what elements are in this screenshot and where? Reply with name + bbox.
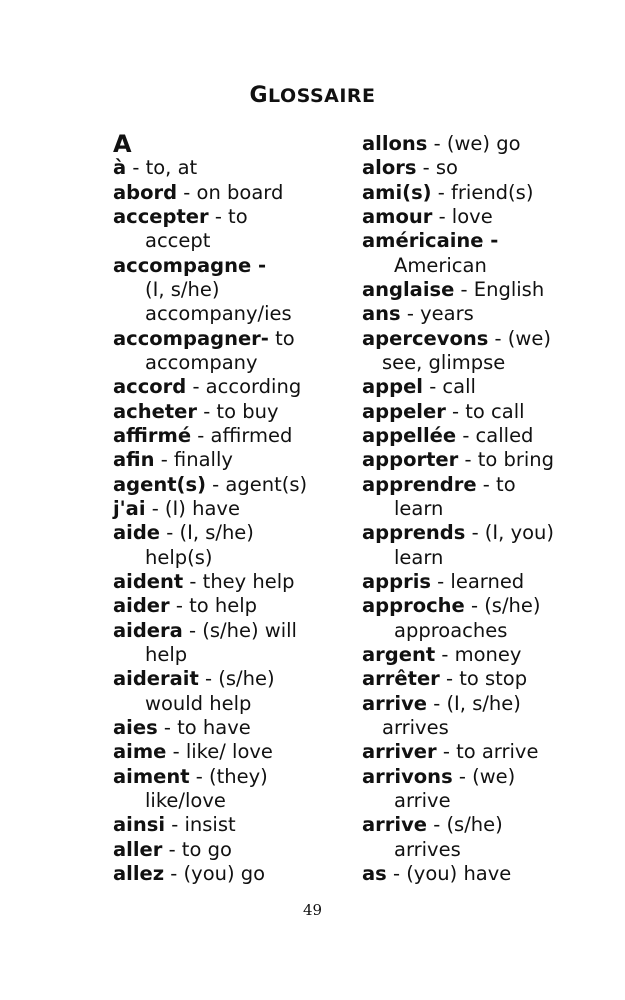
- definition: - so: [416, 156, 458, 180]
- glossary-entry: [113, 375, 301, 399]
- headword: aies: [113, 715, 158, 739]
- glossary-entry: [362, 692, 521, 716]
- glossary-entry: [362, 667, 527, 691]
- glossary-entry: [362, 594, 541, 618]
- glossary-entry: [362, 302, 474, 326]
- definition: - (you) have: [386, 861, 512, 885]
- definition-continuation: (I, s/he): [145, 277, 220, 301]
- definition: - affirmed: [191, 423, 293, 447]
- definition-continuation: see, glimpse: [382, 350, 506, 374]
- headword: accord: [113, 375, 187, 399]
- headword: appel: [362, 375, 423, 399]
- definition: - (I, s/he): [427, 691, 521, 715]
- definition: - (we): [452, 764, 516, 788]
- headword: appeler: [362, 399, 446, 423]
- headword: apprends: [362, 521, 466, 545]
- definition: -: [483, 229, 499, 253]
- headword: arrive: [362, 813, 428, 837]
- definition: - (s/he): [464, 594, 541, 618]
- glossary-entry: [362, 862, 511, 886]
- definition-continuation: American: [394, 253, 487, 277]
- definition: - to help: [169, 594, 258, 618]
- glossary-entry: [362, 400, 525, 424]
- definition-continuation: help(s): [145, 545, 213, 569]
- definition: - (s/he): [198, 667, 275, 691]
- headword: arrêter: [362, 667, 440, 691]
- glossary-entry: [362, 132, 521, 156]
- definition: - to: [476, 472, 516, 496]
- headword: apprendre: [362, 472, 477, 496]
- definition-continuation: arrives: [382, 715, 449, 739]
- glossary-entry: [113, 424, 292, 448]
- headword: appris: [362, 569, 431, 593]
- definition: - called: [456, 423, 534, 447]
- definition: - to stop: [439, 667, 528, 691]
- glossary-entry: [113, 619, 297, 643]
- definition-continuation: learn: [394, 496, 444, 520]
- glossary-entry: [362, 375, 476, 399]
- definition: -: [251, 253, 267, 277]
- headword: aidera: [113, 618, 183, 642]
- headword: ami(s): [362, 180, 432, 204]
- definition: - English: [454, 277, 545, 301]
- glossary-entry: [113, 181, 283, 205]
- glossary-entry: [362, 740, 538, 764]
- definition-continuation: learn: [394, 545, 444, 569]
- definition: - insist: [165, 813, 236, 837]
- headword: approche: [362, 594, 465, 618]
- headword: affirmé: [113, 423, 192, 447]
- page-title: [0, 83, 625, 108]
- definition: - to arrive: [436, 740, 539, 764]
- definition: - like/ love: [166, 740, 273, 764]
- headword: à: [113, 156, 127, 180]
- headword: apercevons: [362, 326, 489, 350]
- glossary-entry: [113, 862, 265, 886]
- definition: - (I, s/he): [160, 521, 254, 545]
- glossary-entry: [113, 473, 307, 497]
- title-initial: G: [249, 83, 269, 108]
- definition: - learned: [430, 569, 525, 593]
- definition-continuation: arrive: [394, 788, 451, 812]
- headword: arrivons: [362, 764, 453, 788]
- headword: arriver: [362, 740, 437, 764]
- definition-continuation: accept: [145, 229, 211, 253]
- definition: - call: [423, 375, 476, 399]
- glossary-entry: [362, 813, 503, 837]
- definition-continuation: arrives: [394, 837, 461, 861]
- glossary-entry: [113, 448, 233, 472]
- glossary-entry: [113, 521, 254, 545]
- definition-continuation: like/love: [145, 788, 226, 812]
- headword: alors: [362, 156, 417, 180]
- glossary-entry: [113, 497, 240, 521]
- title-rest: LOSSAIRE: [268, 85, 376, 107]
- glossary-entry: [362, 424, 533, 448]
- glossary-entry: [113, 838, 232, 862]
- glossary-entry: [362, 156, 458, 180]
- headword: aide: [113, 521, 161, 545]
- definition: - finally: [154, 448, 233, 472]
- headword: accepter: [113, 204, 209, 228]
- glossary-entry: [362, 448, 554, 472]
- headword: as: [362, 861, 387, 885]
- glossary-entry: [113, 716, 251, 740]
- definition-continuation: accompany: [145, 350, 258, 374]
- page-number: 49: [302, 901, 323, 919]
- definition: to: [268, 326, 295, 350]
- glossary-entry: [113, 765, 268, 789]
- glossary-entry: [113, 667, 275, 691]
- headword: aident: [113, 569, 184, 593]
- definition: - (I) have: [145, 496, 240, 520]
- definition: - love: [432, 204, 493, 228]
- definition: - to call: [445, 399, 525, 423]
- glossary-entry: [113, 594, 257, 618]
- definition: - to have: [157, 715, 251, 739]
- headword: abord: [113, 180, 178, 204]
- headword: ans: [362, 302, 401, 326]
- glossary-entry: [113, 254, 266, 278]
- definition: - on board: [177, 180, 284, 204]
- headword: aller: [113, 837, 163, 861]
- glossary-entry: [113, 740, 273, 764]
- definition: - (we): [488, 326, 551, 350]
- headword: américaine: [362, 229, 484, 253]
- glossary-entry: [362, 205, 493, 229]
- definition-continuation: help: [145, 642, 188, 666]
- headword: accompagner-: [113, 326, 269, 350]
- glossary-entry: [362, 181, 533, 205]
- definition: - to bring: [458, 448, 555, 472]
- glossary-entry: [113, 156, 197, 180]
- definition: - to: [208, 204, 248, 228]
- definition-continuation: would help: [145, 691, 252, 715]
- glossary-entry: [113, 813, 236, 837]
- glossary-entry: [113, 205, 248, 229]
- headword: apporter: [362, 448, 459, 472]
- glossary-entry: [362, 570, 524, 594]
- definition: - to buy: [197, 399, 279, 423]
- headword: allons: [362, 132, 428, 155]
- headword: aime: [113, 740, 167, 764]
- definition: - (they): [189, 764, 268, 788]
- definition: - money: [435, 642, 522, 666]
- definition: - (s/he): [427, 813, 503, 837]
- headword: acheter: [113, 399, 197, 423]
- glossary-entry: [113, 400, 279, 424]
- headword: arrive: [362, 691, 428, 715]
- headword: aiderait: [113, 667, 199, 691]
- glossary-entry: [362, 327, 551, 351]
- definition: - agent(s): [205, 472, 308, 496]
- definition: - they help: [183, 569, 295, 593]
- definition: - friend(s): [431, 180, 534, 204]
- definition: - years: [400, 302, 474, 326]
- headword: anglaise: [362, 277, 455, 301]
- glossary-entry: [362, 473, 516, 497]
- glossary-entry: [362, 229, 498, 253]
- headword: j'ai: [113, 496, 146, 520]
- headword: argent: [362, 642, 436, 666]
- definition-continuation: accompany/ies: [145, 302, 292, 326]
- headword: accompagne: [113, 253, 252, 277]
- headword: appellée: [362, 423, 457, 447]
- headword: aider: [113, 594, 170, 618]
- definition: - (we) go: [427, 132, 521, 155]
- definition: - to go: [162, 837, 232, 861]
- glossary-entry: [113, 327, 295, 351]
- glossary-entry: [362, 278, 544, 302]
- definition: - according: [186, 375, 302, 399]
- glossary-entry: [362, 765, 515, 789]
- glossary-entry: [113, 570, 295, 594]
- glossary-entry: [362, 643, 521, 667]
- definition: - (you) go: [164, 861, 266, 885]
- definition: - (s/he) will: [182, 618, 297, 642]
- definition-continuation: approaches: [394, 618, 508, 642]
- headword: afin: [113, 448, 155, 472]
- headword: amour: [362, 204, 433, 228]
- headword: aiment: [113, 764, 190, 788]
- definition: - to, at: [126, 156, 198, 180]
- headword: agent(s): [113, 472, 206, 496]
- headword: ainsi: [113, 813, 166, 837]
- glossary-entry: [362, 521, 554, 545]
- headword: allez: [113, 861, 165, 885]
- definition: - (I, you): [465, 521, 555, 545]
- section-letter: A: [113, 130, 132, 158]
